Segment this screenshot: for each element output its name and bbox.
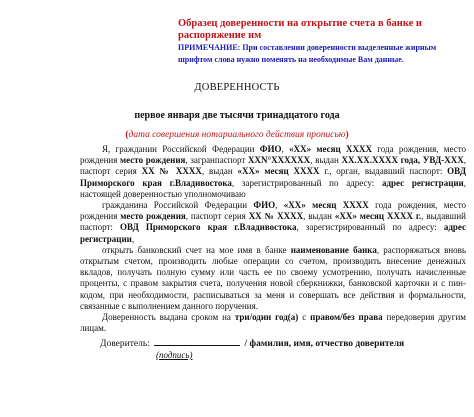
paragraph-agent: гражданина Российской Федерации ФИО, «ХХ» месяц ХХХХ года рождения, место рождения место рождения, паспорт серия XX № XXXX, выдан «ХХ» месяц ХХХХ г., выдавший паспорт: ОВД Приморского края г.Владивостока, зарегистрированный по адресу: адрес регистрации, — [80, 200, 467, 244]
date-hint-text: дата совершения нотариального действия прописью — [128, 130, 346, 140]
document-date: первое января две тысячи тринадцатого года — [134, 110, 340, 121]
document-title: ДОВЕРЕННОСТЬ — [194, 82, 280, 93]
signature-label: Доверитель: — [100, 339, 150, 349]
signature-blank — [154, 336, 240, 346]
paragraph-term: Доверенность выдана сроком на три/один год(а) с правом/без права передоверия другим лицам. — [80, 312, 467, 334]
sample-title: Образец доверенности на открытие счета в банке и распоряжение им — [178, 18, 422, 41]
signature-line — [100, 336, 470, 350]
paragraph-powers: открыть банковский счет на мое имя в банке наименование банка, распоряжаться вновь открытым счетом, производить любые операции со счетом, производить внесение денежных вкладов, получать полную сумму или часть ее по своему усмотрению, получать начисленные проценты, с правом закрытия счета, получения новой сберкнижки, банковской карточки и с пин-кодом, при необходимости, расписываться за меня и совершать все действия и формальности, связанные с выполнением данного поручения. — [80, 244, 466, 311]
signature-hint: (подпись) — [156, 350, 193, 360]
date-hint: (дата совершения нотариального действия прописью) — [125, 130, 349, 140]
signature-name-field: / фамилия, имя, отчество доверителя — [244, 339, 405, 349]
sample-note: ПРИМЕЧАНИЕ: При составлении доверенности выделенные жирным шрифтом слова нужно поменять на необходимые Вам данные. — [178, 43, 437, 64]
document-body — [80, 144, 466, 334]
paragraph-principal: Я, гражданин Российской Федерации ФИО, «ХХ» месяц ХХХХ года рождения, место рождения место рождения, загранпаспорт XXN°XXXXXX, выдан XX.XX.XXXX года, УВД-XXX, паспорт серия XX № XXXX, выдан «ХХ» месяц ХХХХ г., орган, выдавший паспорт: ОВД Приморского края г.Владивостока, зарегистрированный по адресу: адрес регистрации, настоящей доверенностью уполномочиваю — [80, 144, 467, 199]
